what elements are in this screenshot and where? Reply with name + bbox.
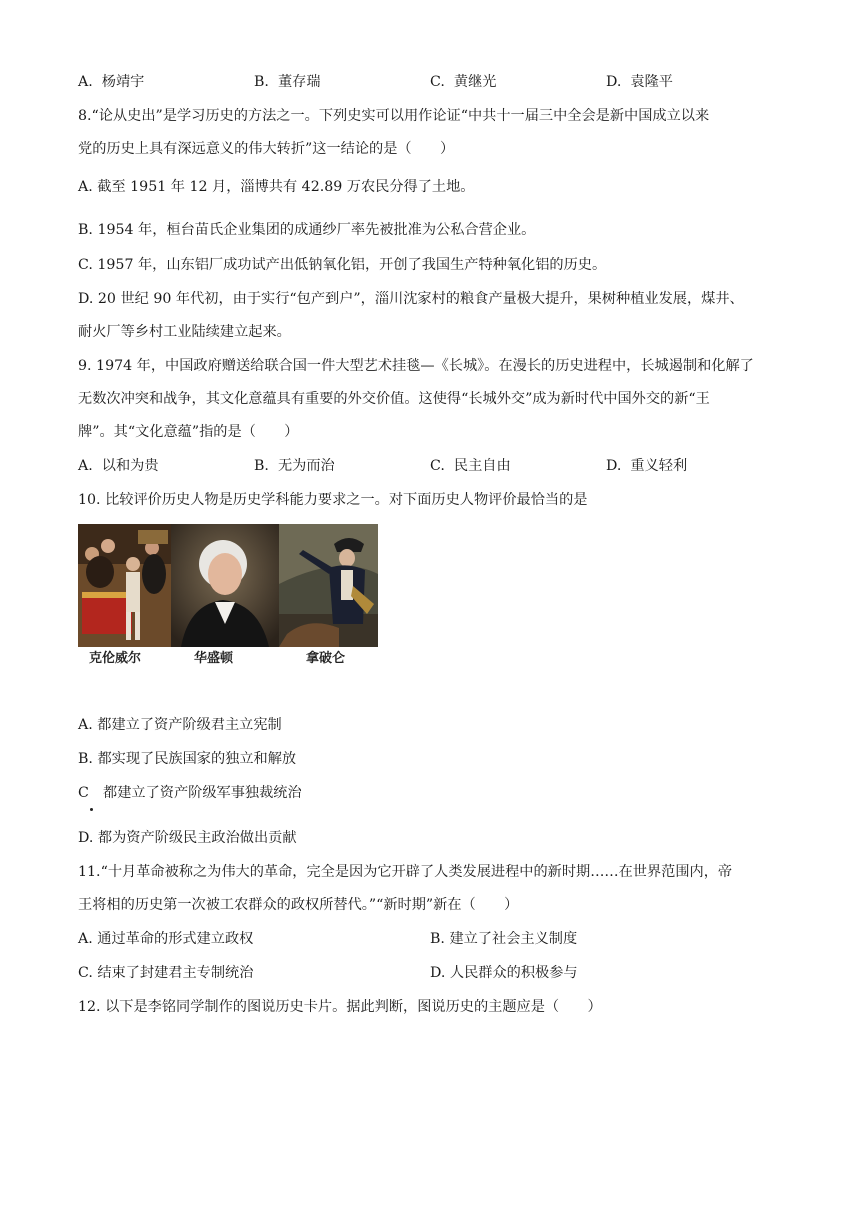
q11-option-c: C. 结束了封建君主专制统治: [78, 965, 254, 981]
caption-cromwell: 克伦威尔: [89, 651, 142, 666]
q10-stem: 10. 比较评价历史人物是历史学科能力要求之一。对下面历史人物评价最恰当的是: [78, 492, 588, 508]
q10-option-c: C 都建立了资产阶级军事独裁统治: [78, 785, 302, 801]
q7-option-b: B. 董存瑞: [254, 74, 321, 90]
q11-option-b: B. 建立了社会主义制度: [430, 931, 578, 947]
caption-washington: 华盛顿: [194, 651, 234, 666]
stray-dot: [90, 808, 93, 811]
cromwell-portrait: [78, 524, 171, 647]
q11-stem-line-1: 11.“十月革命被称之为伟大的革命，完全是因为它开辟了人类发展进程中的新时期……在世界范围内，帝: [78, 864, 733, 880]
q11-stem-line-2: 王将相的历史第一次被工农群众的政权所替代。”“新时期”新在（ ）: [78, 897, 519, 913]
q8-option-b: B. 1954 年，桓台苗氏企业集团的成通纱厂率先被批准为公私合营企业。: [78, 222, 536, 238]
q9-option-b: B. 无为而治: [254, 458, 335, 474]
q8-option-d-line-2: 耐火厂等乡村工业陆续建立起来。: [78, 324, 291, 340]
historical-portraits: [78, 524, 378, 647]
q10-option-b: B. 都实现了民族国家的独立和解放: [78, 751, 297, 767]
q12-stem: 12. 以下是李铭同学制作的图说历史卡片。据此判断，图说历史的主题应是（ ）: [78, 999, 602, 1015]
q9-option-c: C. 民主自由: [430, 458, 511, 474]
q8-stem-line-1: 8.“论从史出”是学习历史的方法之一。下列史实可以用作论证“中共十一届三中全会是新中国成立以来: [78, 108, 710, 124]
q8-option-c: C. 1957 年，山东铝厂成功试产出低钠氧化铝，开创了我国生产特种氧化铝的历史。: [78, 257, 607, 273]
q8-option-a: A. 截至 1951 年 12 月，淄博共有 42.89 万农民分得了土地。: [78, 179, 475, 195]
napoleon-portrait: [279, 524, 378, 647]
q8-option-d-line-1: D. 20 世纪 90 年代初，由于实行“包产到户”，淄川沈家村的粮食产量极大提升，果树种植业发展，煤井、: [78, 291, 744, 307]
q11-option-d: D. 人民群众的积极参与: [430, 965, 578, 981]
caption-napoleon: 拿破仑: [306, 651, 346, 666]
q9-stem-line-2: 无数次冲突和战争，其文化意蕴具有重要的外交价值。这使得“长城外交”成为新时代中国外交的新“王: [78, 391, 710, 407]
q7-option-c: C. 黄继光: [430, 74, 497, 90]
q10-option-a: A. 都建立了资产阶级君主立宪制: [78, 717, 282, 733]
q8-stem-line-2: 党的历史上具有深远意义的伟大转折”这一结论的是（ ）: [78, 141, 455, 157]
q7-option-a: A. 杨靖宇: [78, 74, 145, 90]
q9-stem-line-3: 牌”。其“文化意蕴”指的是（ ）: [78, 424, 299, 440]
q9-stem-line-1: 9. 1974 年，中国政府赠送给联合国一件大型艺术挂毯—《长城》。在漫长的历史进程中，长城遏制和化解了: [78, 358, 754, 374]
q9-option-a: A. 以和为贵: [78, 458, 159, 474]
q11-option-a: A. 通过革命的形式建立政权: [78, 931, 254, 947]
q10-option-d: D. 都为资产阶级民主政治做出贡献: [78, 830, 297, 846]
washington-portrait: [171, 524, 279, 647]
q7-option-d: D. 袁隆平: [606, 74, 673, 90]
q9-option-d: D. 重义轻利: [606, 458, 688, 474]
